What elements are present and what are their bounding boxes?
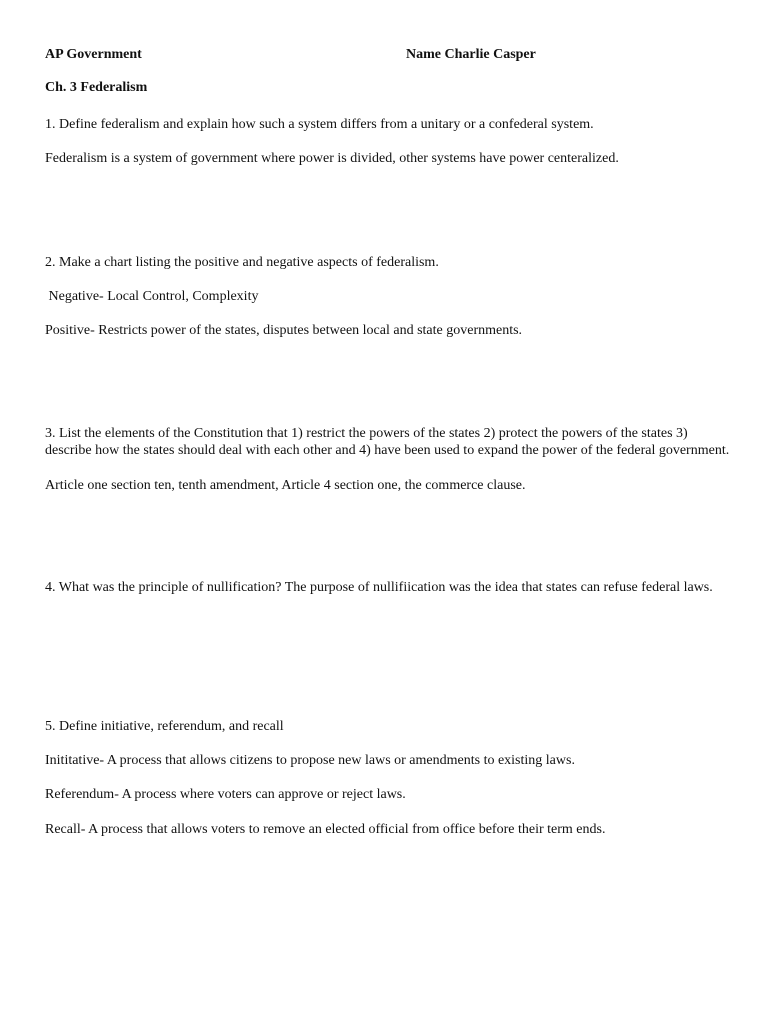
question-3-prompt: 3. List the elements of the Constitution that 1) restrict the powers of the states 2) protect the powers of the states 3) describe how the states should deal with each other and 4) have been used to expand the power of the federal government.	[45, 426, 730, 458]
course-title: AP Government	[45, 47, 142, 62]
question-2-answer-negative: Negative- Local Control, Complexity	[45, 289, 259, 304]
chapter-title: Ch. 3 Federalism	[45, 80, 148, 95]
student-name: Name Charlie Casper	[406, 47, 536, 62]
question-5-prompt: 5. Define initiative, referendum, and recall	[45, 719, 284, 734]
question-1-answer: Federalism is a system of government where power is divided, other systems have power centeralized.	[45, 151, 619, 166]
question-1-prompt: 1. Define federalism and explain how such a system differs from a unitary or a confederal system.	[45, 117, 594, 132]
question-5-answer-recall: Recall- A process that allows voters to remove an elected official from office before their term ends.	[45, 822, 606, 837]
question-2-answer-positive: Positive- Restricts power of the states, disputes between local and state governments.	[45, 323, 523, 338]
question-4-prompt: 4. What was the principle of nullification? The purpose of nullifiication was the idea that states can refuse federal laws.	[45, 580, 713, 595]
question-5-answer-initiative: Inititative- A process that allows citizens to propose new laws or amendments to existing laws.	[45, 753, 575, 768]
question-2-prompt: 2. Make a chart listing the positive and negative aspects of federalism.	[45, 255, 439, 270]
question-3-answer: Article one section ten, tenth amendment, Article 4 section one, the commerce clause.	[45, 478, 526, 493]
question-5-answer-referendum: Referendum- A process where voters can approve or reject laws.	[45, 787, 406, 802]
